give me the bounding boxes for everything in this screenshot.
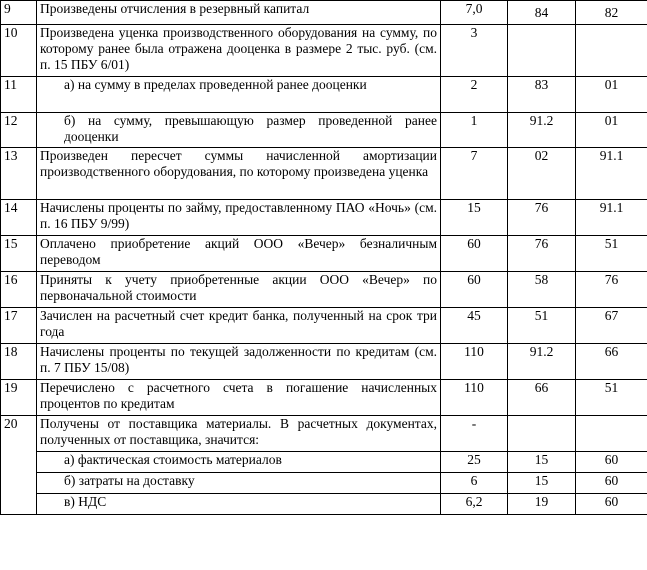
row-description: Приняты к учету приобретенные акции ООО «Вечер» по первоначальной стоимости: [37, 272, 441, 308]
row-debit: 91.2: [508, 113, 576, 148]
row-description-text: б) затраты на доставку: [64, 473, 195, 488]
table-row: [1, 113, 647, 148]
row-amount: 3: [441, 25, 508, 77]
row-debit: 19: [508, 494, 576, 515]
row-description: Перечислено с расчетного счета в погашение начисленных процентов по кредитам: [37, 380, 441, 416]
row-amount: 110: [441, 344, 508, 380]
row-number: 19: [1, 380, 37, 416]
row-number: 16: [1, 272, 37, 308]
row-number: 15: [1, 236, 37, 272]
row-description: [37, 473, 441, 494]
row-credit: 01: [576, 77, 647, 113]
row-amount: 2: [441, 77, 508, 113]
row-amount: 7,0: [441, 1, 508, 25]
row-description-text: б) на сумму, превышающую размер проведенной ранее дооценки: [64, 113, 437, 144]
row-description: Оплачено приобретение акций ООО «Вечер» безналичным переводом: [37, 236, 441, 272]
table-row: [1, 494, 647, 515]
table-row: [1, 236, 647, 272]
row-credit: 60: [576, 473, 647, 494]
row-credit: 91.1: [576, 148, 647, 200]
row-number: 11: [1, 77, 37, 113]
row-debit: 66: [508, 380, 576, 416]
table-row: [1, 344, 647, 380]
row-amount: 60: [441, 236, 508, 272]
row-credit: 66: [576, 344, 647, 380]
row-credit: 91.1: [576, 200, 647, 236]
row-amount: 7: [441, 148, 508, 200]
table-row: [1, 416, 647, 452]
row-credit: 60: [576, 494, 647, 515]
row-amount: 60: [441, 272, 508, 308]
row-amount: 25: [441, 452, 508, 473]
row-description: Зачислен на расчетный счет кредит банка, полученный на срок три года: [37, 308, 441, 344]
row-description-text: в) НДС: [64, 494, 107, 509]
row-description: Произведена уценка производственного оборудования на сумму, по которому ранее была отражена дооценка в размере 2 тыс. руб. (см. п. 15 ПБУ 6/01): [37, 25, 441, 77]
table-row: [1, 148, 647, 200]
row-debit: [508, 416, 576, 452]
row-amount: 6: [441, 473, 508, 494]
row-debit: 91.2: [508, 344, 576, 380]
row-credit: 60: [576, 452, 647, 473]
row-debit: [508, 25, 576, 77]
row-description: Начислены проценты по текущей задолженности по кредитам (см. п. 7 ПБУ 15/08): [37, 344, 441, 380]
row-amount: 110: [441, 380, 508, 416]
row-amount: -: [441, 416, 508, 452]
table-row: [1, 473, 647, 494]
table-row: [1, 452, 647, 473]
table-row: [1, 1, 647, 25]
row-debit: 58: [508, 272, 576, 308]
row-description-text: а) фактическая стоимость материалов: [64, 452, 282, 467]
row-credit: [576, 25, 647, 77]
row-description: Начислены проценты по займу, предоставленному ПАО «Ночь» (см. п. 16 ПБУ 9/99): [37, 200, 441, 236]
row-description: [37, 77, 441, 113]
table-row: [1, 200, 647, 236]
row-credit: 82: [576, 1, 647, 25]
row-amount: 45: [441, 308, 508, 344]
row-number: 18: [1, 344, 37, 380]
row-number: 12: [1, 113, 37, 148]
row-number: 14: [1, 200, 37, 236]
row-debit: 51: [508, 308, 576, 344]
row-amount: 6,2: [441, 494, 508, 515]
row-number: 17: [1, 308, 37, 344]
row-debit: 15: [508, 473, 576, 494]
row-credit: 51: [576, 380, 647, 416]
row-number: 13: [1, 148, 37, 200]
row-debit: 83: [508, 77, 576, 113]
row-description: Произведены отчисления в резервный капитал: [37, 1, 441, 25]
row-debit: 76: [508, 200, 576, 236]
row-description: [37, 113, 441, 148]
row-credit: 01: [576, 113, 647, 148]
row-credit: 67: [576, 308, 647, 344]
table-row: [1, 380, 647, 416]
row-description: [37, 452, 441, 473]
row-debit: 76: [508, 236, 576, 272]
row-description: [37, 494, 441, 515]
row-number: 10: [1, 25, 37, 77]
row-debit: 02: [508, 148, 576, 200]
row-credit: [576, 416, 647, 452]
row-amount: 1: [441, 113, 508, 148]
table-row: [1, 77, 647, 113]
row-debit: 84: [508, 1, 576, 25]
row-description: Получены от поставщика материалы. В расчетных документах, полученных от поставщика, значится:: [37, 416, 441, 452]
row-amount: 15: [441, 200, 508, 236]
row-debit: 15: [508, 452, 576, 473]
row-description-text: а) на сумму в пределах проведенной ранее дооценки: [64, 77, 367, 92]
row-credit: 76: [576, 272, 647, 308]
row-number: 20: [1, 416, 37, 515]
table-row: [1, 272, 647, 308]
row-credit: 51: [576, 236, 647, 272]
table-row: [1, 25, 647, 77]
row-number: 9: [1, 1, 37, 25]
table-row: [1, 308, 647, 344]
row-description: Произведен пересчет суммы начисленной амортизации производственного оборудования, по которому произведена уценка: [37, 148, 441, 200]
